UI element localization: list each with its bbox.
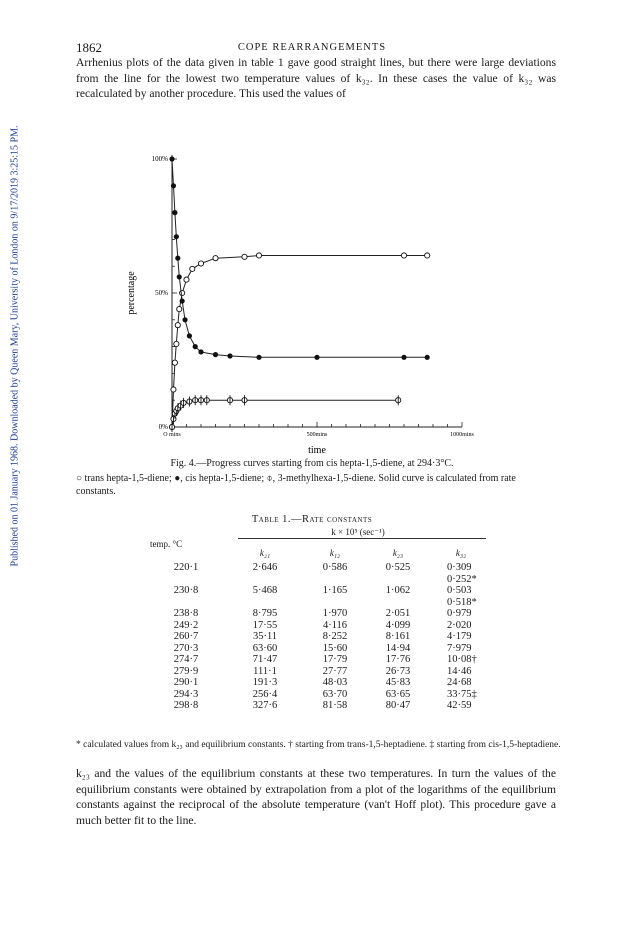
cell-k32: 0·503 [447,585,472,596]
data-point-cis [401,355,406,360]
cell-temp: 270·3 [173,642,199,654]
data-point-cis [174,234,179,239]
table-row [0,666,624,678]
figure-legend: ○ trans hepta-1,5-diene; ●, cis hepta-1,5-diene; ⌽, 3-methylhexa-1,5-diene. Solid curve is calculated from rate constants. [76,473,516,497]
y-axis-label: percentage [126,271,137,315]
data-point-cis [256,355,261,360]
table-rule [238,538,486,539]
cell-temp: 238·8 [173,608,199,619]
cell-k12: 27·77 [322,665,348,677]
cell-k23: 17·76 [385,654,411,665]
data-point-cis [213,352,218,357]
data-point-trans [425,253,430,258]
cell-k12: 4·116 [322,619,348,631]
cell-k23: 4·099 [385,619,411,631]
data-point-cis [227,353,232,358]
cell-k21: 111·1 [253,665,277,677]
cell-k21: 35·11 [252,631,278,642]
y-tick-label: 50% [155,289,168,297]
data-point-cis [177,274,182,279]
cell-k32-alt: 0·252* [447,573,477,585]
data-point-cis [175,256,180,261]
cell-k12: 8·252 [322,631,348,642]
cell-temp: 249·2 [173,619,199,631]
cell-k32: 14·46 [447,665,472,677]
data-point-cis [425,355,430,360]
data-point-cis [314,355,319,360]
data-point-cis [171,183,176,188]
data-point-trans [198,261,203,266]
series-line-1 [172,159,427,357]
table-units: k × 10⁵ (sec⁻¹) [331,527,385,537]
cell-k23: 1·062 [385,585,411,596]
table-row [0,689,624,701]
table-row-sub [0,597,624,609]
col-header-k32: k₃₂ [455,548,467,558]
y-tick-label: 100% [151,155,168,163]
data-point-cis [198,349,203,354]
table-row [0,631,624,643]
cell-k12: 81·58 [322,700,348,711]
cell-k23: 0·525 [385,562,411,573]
col-header-k12: k₁₂ [329,548,341,558]
cell-k32: 33·75‡ [447,688,477,700]
table-row [0,643,624,655]
data-point-cis [172,210,177,215]
data-point-cis [193,344,198,349]
cell-k32: 0·979 [447,608,472,619]
cell-k21: 2·646 [252,562,278,573]
cell-k23: 63·65 [385,688,411,700]
cell-k32: 24·68 [447,677,472,688]
cell-k21: 327·6 [252,700,278,711]
cell-k12: 0·586 [322,562,348,573]
cell-k32: 2·020 [447,619,472,631]
data-point-trans [174,341,179,346]
cell-temp: 279·9 [173,665,199,677]
col-header-k23: k₂₃ [392,548,404,558]
series-line-0 [172,256,427,428]
paragraph-intro: Arrhenius plots of the data given in table 1 gave good straight lines, but there were large deviations from the line for the lowest two temperature values of k₃₂. In these cases the value of k₃₂ was recalculated by another procedure. This used the values of [76,56,556,101]
cell-k21: 8·795 [252,608,278,619]
cell-k12: 63·70 [322,688,348,700]
table-row [0,677,624,689]
download-watermark-text: Published on 01 January 1968. Downloaded by Queen Mary, University of London on 9/17/2019 3:25:15 PM. [9,125,21,567]
page-number: 1862 [76,40,102,55]
cell-k23: 80·47 [385,700,411,711]
cell-k21: 256·4 [252,688,278,700]
cell-temp: 294·3 [173,688,199,700]
cell-temp: 260·7 [173,631,199,642]
running-head: COPE REARRANGEMENTS [237,42,387,53]
cell-k21: 63·60 [252,642,278,654]
x-tick-label: 500mins [306,432,328,438]
cell-k32: 42·59 [447,700,472,711]
data-point-trans [242,254,247,259]
cell-k12: 48·03 [322,677,348,688]
data-point-trans [256,253,261,258]
cell-k21: 71·47 [252,654,278,665]
data-point-trans [177,306,182,311]
progress-curve-chart [110,140,490,460]
series-line-2 [172,400,398,427]
cell-k12: 1·165 [322,585,348,596]
table-row [0,654,624,666]
table-row [0,585,624,597]
cell-k32: 10·08† [447,654,477,665]
cell-k23: 2·051 [385,608,411,619]
data-point-trans [175,323,180,328]
table-row [0,562,624,574]
table-body [0,562,624,712]
cell-k32: 7·979 [447,642,472,654]
table-temp-header: temp. °C [150,539,183,549]
cell-k21: 191·3 [252,677,278,688]
data-point-cis [187,333,192,338]
cell-k12: 1·970 [322,608,348,619]
cell-k12: 15·60 [322,642,348,654]
cell-k32-alt: 0·518* [447,596,477,608]
cell-temp: 290·1 [173,677,199,688]
cell-k23: 8·161 [385,631,411,642]
x-tick-label: 1000mins [450,432,474,438]
data-point-trans [190,266,195,271]
data-point-cis [169,156,174,161]
cell-k23: 14·94 [385,642,411,654]
cell-k23: 45·83 [385,677,411,688]
data-point-trans [213,256,218,261]
cell-k21: 17·55 [252,619,278,631]
cell-k21: 5·468 [252,585,278,596]
table-row [0,700,624,712]
cell-temp: 230·8 [173,585,199,596]
cell-k12: 17·79 [322,654,348,665]
cell-k23: 26·73 [385,665,411,677]
table-row [0,608,624,620]
y-tick-label: 0% [158,423,168,431]
table-row [0,620,624,632]
data-point-trans [180,290,185,295]
data-point-trans [401,253,406,258]
data-point-trans [171,387,176,392]
paragraph-conclusion: k₂₃ and the values of the equilibrium constants at these two temperatures. In turn the values of the equilibrium constants were obtained by extrapolation from a plot of the logarithms of the equilibrium constants against the reciprocal of the absolute temperature (van't Hoff plot). This procedure gave a much better fit to the line. [76,767,556,827]
figure-4 [110,140,490,465]
data-point-trans [172,360,177,365]
table-row-sub [0,574,624,586]
col-header-k21: k₂₁ [259,548,271,558]
cell-temp: 298·8 [173,700,199,711]
cell-k32: 4·179 [447,631,472,642]
data-point-cis [182,317,187,322]
cell-temp: 220·1 [173,562,199,573]
data-point-trans [184,277,189,282]
cell-temp: 274·7 [173,654,199,665]
figure-caption: Fig. 4.—Progress curves starting from cis hepta-1,5-diene, at 294·3°C. [170,458,454,469]
cell-k32: 0·309 [447,562,472,573]
table-footnote: * calculated values from k₂₃ and equilibrium constants. † starting from trans-1,5-heptadiene. ‡ starting from cis-1,5-heptadiene. [76,740,561,750]
data-point-cis [180,298,185,303]
table-title: Table 1.—Rate constants [251,514,373,525]
x-axis-label: time [308,445,326,456]
x-tick-label: O mins [163,432,181,438]
